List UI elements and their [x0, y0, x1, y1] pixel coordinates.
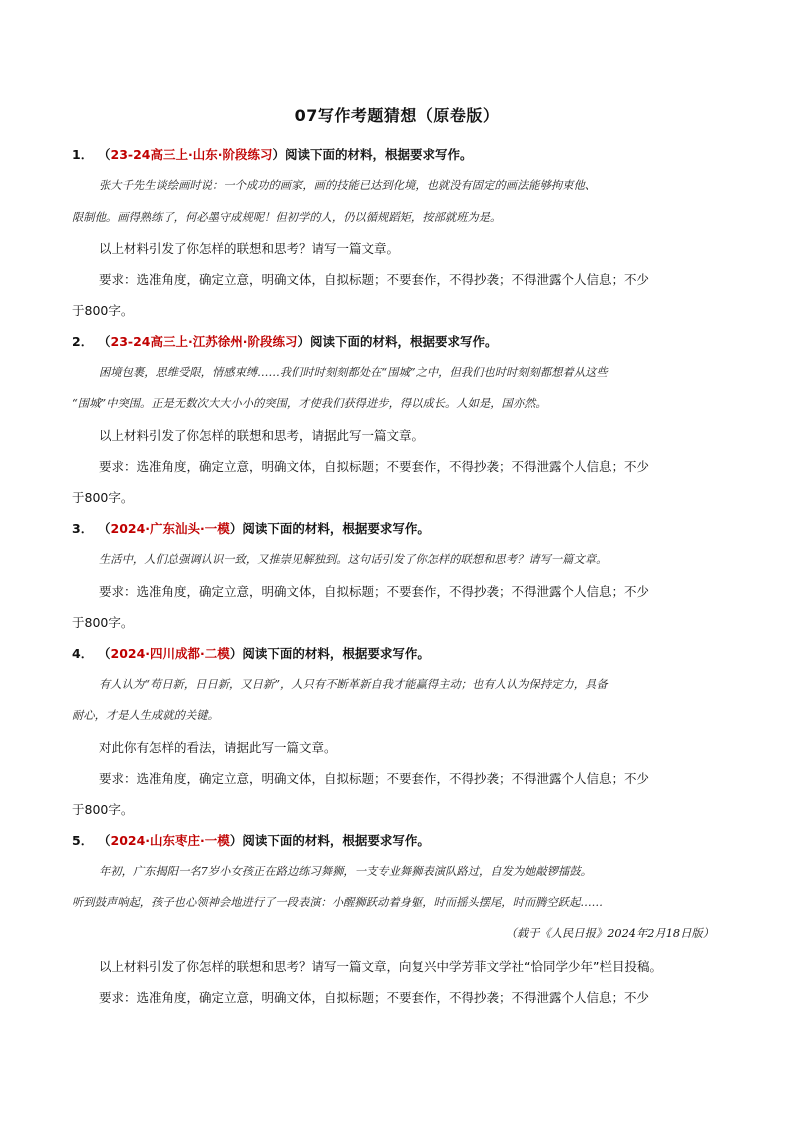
material-line: 困境包裹，思维受限，情感束缚……我们时时刻刻都处在“围城”之中，但我们也时时刻刻都想着从这些 — [99, 366, 608, 379]
paren-open: （ — [98, 334, 111, 349]
requirement-line: 于800字。 — [72, 802, 134, 817]
material-line: 耐心，才是人生成就的关键。 — [72, 709, 219, 722]
question-4-header — [72, 644, 430, 662]
requirement-line: 要求：选准角度，确定立意，明确文体，自拟标题；不要套作，不得抄袭；不得泄露个人信息；不少 — [99, 459, 650, 474]
paren-close: ） — [272, 147, 286, 162]
question-source: 2024·山东枣庄·一模 — [110, 833, 230, 848]
paren-open: （ — [98, 521, 111, 536]
question-5-header — [72, 831, 430, 849]
task-line: 对此你有怎样的看法，请据此写一篇文章。 — [99, 740, 337, 755]
material-line: 生活中，人们总强调认识一致，又推崇见解独到。这句话引发了你怎样的联想和思考？请写一篇文章。 — [99, 553, 608, 566]
requirement-line: 要求：选准角度，确定立意，明确文体，自拟标题；不要套作，不得抄袭；不得泄露个人信息；不少 — [99, 990, 650, 1005]
question-2-header — [72, 332, 498, 350]
requirement-line: 要求：选准角度，确定立意，明确文体，自拟标题；不要套作，不得抄袭；不得泄露个人信息；不少 — [99, 771, 650, 786]
material-line: 限制他。画得熟练了，何必墨守成规呢！但初学的人，仍以循规蹈矩，按部就班为是。 — [72, 211, 502, 224]
task-line: 以上材料引发了你怎样的联想和思考，请据此写一篇文章。 — [99, 428, 425, 443]
question-number: 4． — [72, 646, 94, 661]
question-number: 1． — [72, 147, 94, 162]
question-3-header — [72, 519, 430, 537]
requirement-line: 于800字。 — [72, 490, 134, 505]
paren-close: ） — [297, 334, 311, 349]
question-prompt: 阅读下面的材料，根据要求写作。 — [242, 646, 430, 661]
page-title: 07写作考题猜想（原卷版） — [294, 106, 500, 125]
question-prompt: 阅读下面的材料，根据要求写作。 — [310, 334, 498, 349]
material-line: 有人认为“苟日新，日日新，又日新”，人只有不断革新自我才能赢得主动；也有人认为保持定力，具备 — [99, 678, 608, 691]
question-1-header — [72, 145, 473, 163]
paren-open: （ — [98, 833, 111, 848]
question-number: 5． — [72, 833, 94, 848]
requirement-line: 于800字。 — [72, 303, 134, 318]
paren-open: （ — [98, 646, 111, 661]
paren-open: （ — [98, 147, 111, 162]
paren-close: ） — [229, 521, 243, 536]
requirement-line: 要求：选准角度，确定立意，明确文体，自拟标题；不要套作，不得抄袭；不得泄露个人信息；不少 — [99, 272, 650, 287]
question-prompt: 阅读下面的材料，根据要求写作。 — [242, 833, 430, 848]
question-source: 2024·四川成都·二模 — [110, 646, 230, 661]
task-line: 以上材料引发了你怎样的联想和思考？请写一篇文章。 — [99, 241, 400, 256]
material-line: 听到鼓声响起，孩子也心领神会地进行了一段表演：小醒狮跃动着身躯，时而摇头摆尾，时而腾空跃起…… — [72, 896, 603, 909]
question-prompt: 阅读下面的材料，根据要求写作。 — [285, 147, 473, 162]
material-line: “围城”中突围。正是无数次大大小小的突围，才使我们获得进步，得以成长。人如是，国亦然。 — [72, 397, 547, 410]
question-source: 23-24高三上·山东·阶段练习 — [110, 147, 273, 162]
paren-close: ） — [229, 646, 243, 661]
material-line: 张大千先生谈绘画时说：一个成功的画家，画的技能已达到化境，也就没有固定的画法能够拘束他、 — [99, 179, 597, 192]
material-line: 年初，广东揭阳一名7岁小女孩正在路边练习舞狮，一支专业舞狮表演队路过，自发为她敲锣擂鼓。 — [99, 865, 592, 878]
requirement-line: 于800字。 — [72, 615, 134, 630]
task-line: 以上材料引发了你怎样的联想和思考？请写一篇文章，向复兴中学芳菲文学社“恰同学少年”栏目投稿。 — [99, 959, 662, 974]
question-number: 3． — [72, 521, 94, 536]
question-source: 2024·广东汕头·一模 — [110, 521, 230, 536]
material-source: （载于《人民日报》2024年2月18日版） — [505, 927, 714, 940]
requirement-line: 要求：选准角度，确定立意，明确文体，自拟标题；不要套作，不得抄袭；不得泄露个人信息；不少 — [99, 584, 650, 599]
question-source: 23-24高三上·江苏徐州·阶段练习 — [110, 334, 298, 349]
paren-close: ） — [229, 833, 243, 848]
question-prompt: 阅读下面的材料，根据要求写作。 — [242, 521, 430, 536]
question-number: 2． — [72, 334, 94, 349]
